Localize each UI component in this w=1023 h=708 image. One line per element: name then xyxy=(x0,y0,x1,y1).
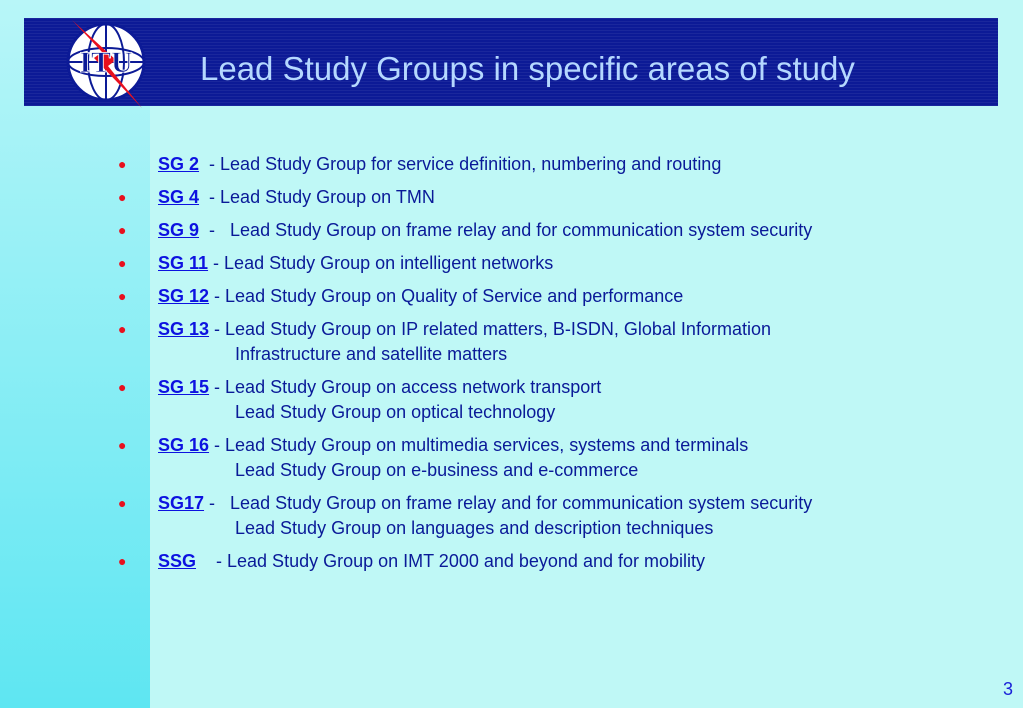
bullet-icon: ● xyxy=(118,189,127,205)
separator: - xyxy=(204,493,231,513)
item-text: Lead Study Group on frame relay and for communication system security xyxy=(230,220,813,240)
list-item xyxy=(118,251,812,275)
item-text: Lead Study Group on Quality of Service and performance xyxy=(225,286,684,306)
bullet-icon: ● xyxy=(118,255,127,271)
separator: - xyxy=(209,435,226,455)
item-text: Lead Study Group on TMN xyxy=(220,187,435,207)
item-text: Lead Study Group on multimedia services, systems and terminals xyxy=(225,435,749,455)
sg-link[interactable]: SG 4 xyxy=(158,187,200,207)
bullet-icon: ● xyxy=(118,379,127,395)
list-item xyxy=(118,375,812,424)
sg-link[interactable]: SG 15 xyxy=(158,377,210,397)
item-text: Lead Study Group on IMT 2000 and beyond and for mobility xyxy=(227,551,705,571)
separator: - xyxy=(209,377,226,397)
itu-logo-icon xyxy=(56,12,156,112)
bullet-icon: ● xyxy=(118,553,127,569)
list-item xyxy=(118,152,812,176)
separator: - xyxy=(209,319,226,339)
list-item xyxy=(118,317,812,366)
logo-text: ITU xyxy=(79,46,133,79)
item-text-continued: Lead Study Group on e-business and e-commerce xyxy=(235,460,639,480)
separator: - xyxy=(199,154,221,174)
bullet-icon: ● xyxy=(118,437,127,453)
slide-title: Lead Study Groups in specific areas of study xyxy=(200,50,855,87)
bullet-icon: ● xyxy=(118,222,127,238)
sg-link[interactable]: SG 13 xyxy=(158,319,210,339)
sg-link[interactable]: SG17 xyxy=(158,493,205,513)
page-number: 3 xyxy=(1002,679,1013,699)
sg-link[interactable]: SSG xyxy=(158,551,197,571)
item-text-continued: Lead Study Group on languages and description techniques xyxy=(235,518,714,538)
item-text: Lead Study Group for service definition, numbering and routing xyxy=(220,154,722,174)
separator: - xyxy=(199,187,221,207)
separator: - xyxy=(209,286,226,306)
list-item xyxy=(118,185,812,209)
list-item xyxy=(118,549,812,573)
item-text: Lead Study Group on intelligent networks xyxy=(224,253,554,273)
item-text-continued: Lead Study Group on optical technology xyxy=(235,402,556,422)
item-text: Lead Study Group on frame relay and for communication system security xyxy=(230,493,813,513)
separator: - xyxy=(208,253,225,273)
separator: - xyxy=(199,220,231,240)
separator: - xyxy=(196,551,228,571)
item-text: Lead Study Group on access network transport xyxy=(225,377,602,397)
list-item xyxy=(118,491,812,540)
list-item xyxy=(118,433,812,482)
item-text: Lead Study Group on IP related matters, B-ISDN, Global Information xyxy=(225,319,771,339)
item-text-continued: Infrastructure and satellite matters xyxy=(235,344,508,364)
sg-link[interactable]: SG 2 xyxy=(158,154,200,174)
sg-link[interactable]: SG 12 xyxy=(158,286,210,306)
sg-link[interactable]: SG 16 xyxy=(158,435,210,455)
list-item xyxy=(118,218,812,242)
bullet-icon: ● xyxy=(118,288,127,304)
bullet-icon: ● xyxy=(118,156,127,172)
sg-link[interactable]: SG 11 xyxy=(158,253,209,273)
list-item xyxy=(118,284,812,308)
sg-link[interactable]: SG 9 xyxy=(158,220,200,240)
bullet-icon: ● xyxy=(118,495,127,511)
study-group-list xyxy=(118,152,812,582)
bullet-icon: ● xyxy=(118,321,127,337)
